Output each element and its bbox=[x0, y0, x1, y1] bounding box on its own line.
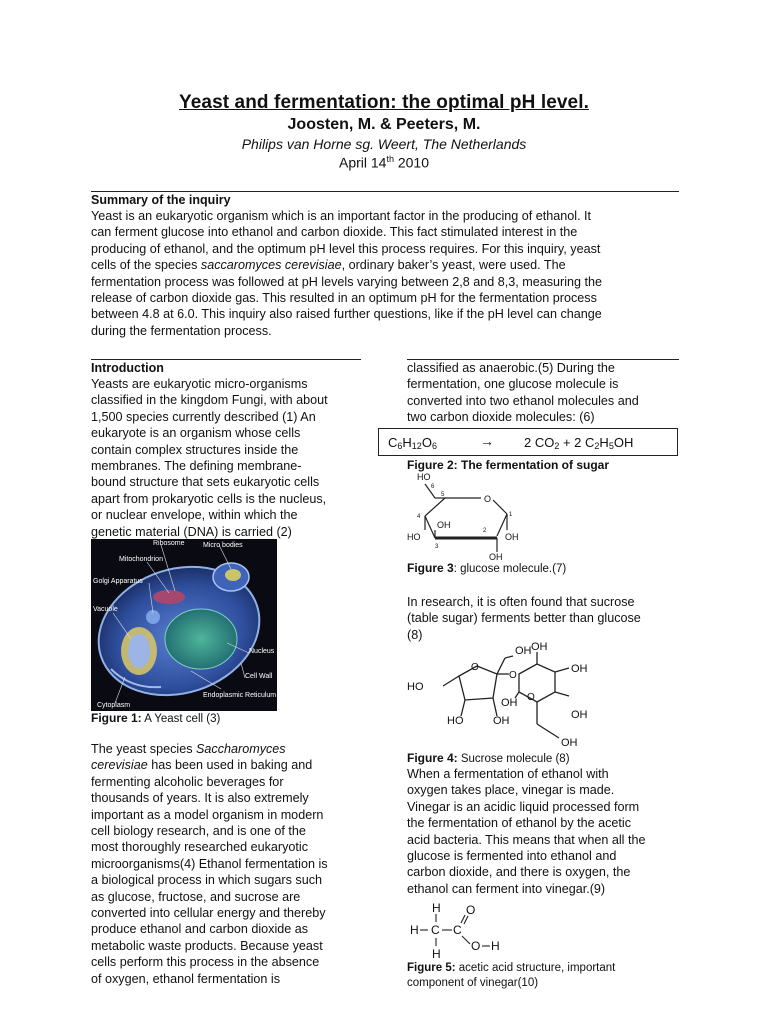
summary-line: can ferment glucose into ethanol and carbon dioxide. This fact stimulated interest in the bbox=[91, 225, 578, 240]
sucrose-label: OH bbox=[501, 697, 518, 709]
sucrose-label: HO bbox=[407, 681, 424, 693]
species-line: fermenting alcoholic beverages for bbox=[91, 774, 284, 789]
species-genus: Saccharomyces bbox=[196, 742, 286, 756]
figure5-caption-line bbox=[407, 961, 615, 976]
intro-line: 1,500 species currently described (1) An bbox=[91, 409, 316, 424]
species-line: important as a model organism in modern bbox=[91, 807, 324, 822]
yeast-species-paragraph bbox=[91, 741, 328, 987]
equation-reactant bbox=[388, 435, 437, 451]
acetic-acid-structure bbox=[408, 900, 508, 960]
sucrose-label: O bbox=[509, 670, 517, 681]
fermentation-line: fermentation, one glucose molecule is bbox=[407, 377, 619, 392]
intro-line: bound structure that sets eukaryotic cells bbox=[91, 475, 320, 490]
fermentation-paragraph bbox=[407, 360, 639, 426]
vinegar-line: acid bacteria. This means that when all the bbox=[407, 832, 646, 847]
eq-subscript: 12 bbox=[411, 441, 422, 451]
acetic-label: H bbox=[432, 947, 441, 960]
vinegar-line: carbon dioxide, and there is oxygen, the bbox=[407, 865, 631, 880]
eq-part: O bbox=[421, 435, 432, 450]
species-line: microorganisms(4) Ethanol fermentation is bbox=[91, 856, 328, 871]
species-name: saccaromyces cerevisiae bbox=[200, 258, 342, 273]
acetic-label: O bbox=[471, 939, 481, 953]
glucose-label: 4 bbox=[417, 514, 421, 520]
sucrose-line: (table sugar) ferments better than glucose bbox=[407, 611, 641, 626]
sucrose-label: OH bbox=[493, 715, 510, 727]
fermentation-equation-box bbox=[378, 428, 678, 456]
yeast-cell-illustration bbox=[91, 539, 277, 711]
vinegar-line: When a fermentation of ethanol with bbox=[407, 767, 609, 781]
summary-line bbox=[91, 257, 602, 273]
sucrose-label: OH bbox=[571, 709, 588, 721]
intro-line: contain complex structures inside the bbox=[91, 442, 299, 457]
sucrose-line: (8) bbox=[407, 627, 423, 642]
figure4-caption-label: Figure 4: bbox=[407, 751, 458, 765]
vinegar-line: the fermentation of ethanol by the acetic bbox=[407, 816, 632, 831]
species-line: produce ethanol and carbon dioxide as bbox=[91, 922, 309, 937]
acetic-label: H bbox=[410, 923, 419, 937]
authors: Joosten, M. & Peeters, M. bbox=[287, 116, 481, 133]
species-line: a biological process in which sugars such bbox=[91, 873, 323, 888]
eq-subscript: 5 bbox=[608, 441, 614, 451]
introduction-paragraph bbox=[91, 376, 328, 540]
figure5-caption-label: Figure 5: bbox=[407, 962, 456, 974]
intro-line: eukaryote is an organism whose cells bbox=[91, 426, 301, 441]
label-micro-bodies: Micro bodies bbox=[203, 542, 243, 549]
species-fragment: The yeast species bbox=[91, 742, 196, 756]
species-line: metabolic waste products. Because yeast bbox=[91, 938, 323, 953]
glucose-label: HO bbox=[417, 472, 431, 482]
sucrose-structure bbox=[405, 640, 605, 750]
glucose-label: 3 bbox=[435, 544, 439, 550]
eq-part: H bbox=[402, 435, 412, 450]
glucose-label: 6 bbox=[431, 484, 435, 490]
sucrose-label: OH bbox=[561, 737, 578, 749]
eq-subscript: 2 bbox=[554, 441, 560, 451]
intro-line: Yeasts are eukaryotic micro-organisms bbox=[91, 377, 308, 391]
summary-line: Yeast is an eukaryotic organism which is an important factor in the producing of ethanol. It bbox=[91, 209, 592, 223]
species-epithet: cerevisiae bbox=[91, 758, 148, 773]
label-ribosome: Ribosome bbox=[153, 540, 185, 547]
label-nucleus: Nucleus bbox=[249, 648, 275, 655]
summary-rule bbox=[91, 191, 679, 192]
sucrose-label: O bbox=[527, 692, 535, 703]
acetic-label: H bbox=[432, 901, 441, 915]
equation-products bbox=[524, 435, 633, 451]
acetic-label: O bbox=[466, 903, 476, 917]
sucrose-label: HO bbox=[447, 715, 464, 727]
eq-subscript: 6 bbox=[397, 441, 403, 451]
summary-line: during the fermentation process. bbox=[91, 323, 272, 338]
summary-line: release of carbon dioxide gas. This resulted in an optimum pH for the fermentation process bbox=[91, 291, 597, 306]
intro-line: genetic material (DNA) is carried (2) bbox=[91, 524, 292, 539]
eq-subscript: 2 bbox=[594, 441, 600, 451]
species-line: thousands of years. It is also extremely bbox=[91, 791, 309, 806]
acetic-label: C bbox=[431, 923, 440, 937]
glucose-label: HO bbox=[407, 532, 421, 542]
species-line: of oxygen, ethanol fermentation is bbox=[91, 971, 281, 986]
sucrose-paragraph bbox=[407, 594, 641, 643]
sucrose-label: OH bbox=[571, 663, 588, 675]
vinegar-line: glucose is fermented into ethanol and bbox=[407, 849, 617, 864]
vinegar-line: Vinegar is an acidic liquid processed form bbox=[407, 799, 640, 814]
vinegar-paragraph bbox=[407, 766, 645, 897]
vinegar-line: ethanol can ferment into vinegar.(9) bbox=[407, 881, 606, 896]
species-line: cells perform this process in the absence bbox=[91, 955, 320, 970]
sucrose-line: In research, it is often found that sucrose bbox=[407, 595, 635, 609]
eq-part: C bbox=[388, 435, 398, 450]
species-line bbox=[91, 757, 328, 773]
figure1-caption bbox=[91, 711, 220, 725]
date-year: 2010 bbox=[393, 154, 430, 171]
acetic-label: H bbox=[491, 939, 500, 953]
species-fragment: has been used in baking and bbox=[147, 758, 313, 773]
affiliation: Philips van Horne sg. Weert, The Netherlands bbox=[241, 136, 527, 152]
figure1-caption-label: Figure 1: bbox=[91, 711, 142, 725]
figure3-caption-text: : glucose molecule.(7) bbox=[453, 563, 567, 575]
label-cytoplasm: Cytoplasm bbox=[97, 702, 131, 709]
label-cell-wall: Cell Wall bbox=[245, 673, 273, 680]
figure5-caption-text: acetic acid structure, important bbox=[455, 962, 616, 974]
figure4-caption-text: Sucrose molecule (8) bbox=[457, 753, 570, 765]
figure3-caption bbox=[407, 561, 566, 575]
glucose-label: O bbox=[484, 494, 492, 504]
summary-line: producing of ethanol, and the optimum pH level this process requires. For this inquiry, yeast bbox=[91, 241, 601, 256]
intro-line: or nuclear envelope, within which the bbox=[91, 508, 298, 523]
species-line bbox=[91, 741, 328, 757]
label-mitochondrion: Mitochondrion bbox=[119, 556, 163, 563]
reaction-arrow-icon: → bbox=[480, 433, 494, 449]
acetic-label: C bbox=[453, 923, 462, 937]
eq-part: OH bbox=[613, 435, 634, 450]
eq-subscript: 6 bbox=[431, 441, 437, 451]
nucleus-shape bbox=[165, 609, 237, 669]
left-column-rule bbox=[91, 359, 361, 360]
intro-line: classified in the kingdom Fungi, with about bbox=[91, 393, 328, 408]
figure5-caption-line: component of vinegar(10) bbox=[407, 977, 539, 989]
figure2-caption: Figure 2: The fermentation of sugar bbox=[407, 458, 610, 472]
fermentation-line: converted into two ethanol molecules and bbox=[407, 393, 639, 408]
label-vacuole: Vacuole bbox=[93, 606, 118, 613]
fermentation-line: two carbon dioxide molecules: (6) bbox=[407, 410, 595, 425]
species-line: cell biology research, and is one of the bbox=[91, 824, 306, 839]
figure5-caption bbox=[407, 961, 615, 991]
sucrose-label: OH bbox=[515, 645, 532, 657]
intro-line: membranes. The defining membrane- bbox=[91, 459, 302, 474]
document-title: Yeast and fermentation: the optimal pH level. bbox=[179, 92, 589, 113]
summary-heading: Summary of the inquiry bbox=[91, 193, 231, 207]
date-superscript: th bbox=[386, 154, 394, 164]
summary-fragment: cells of the species bbox=[91, 258, 201, 273]
summary-fragment: , ordinary baker’s yeast, were used. The bbox=[341, 258, 566, 273]
sucrose-label: O bbox=[471, 662, 479, 673]
glucose-label: 2 bbox=[483, 528, 487, 534]
glucose-structure bbox=[405, 472, 535, 562]
label-golgi: Golgi Apparatus bbox=[93, 578, 143, 585]
glucose-label: OH bbox=[505, 532, 519, 542]
date-prefix: April 14 bbox=[338, 154, 387, 171]
summary-line: fermentation process was followed at pH levels varying between 2,8 and 8,3, measuring the bbox=[91, 274, 603, 289]
figure1-caption-text: A Yeast cell (3) bbox=[141, 713, 221, 725]
species-line: converted into cellular energy and thereby bbox=[91, 906, 326, 921]
species-line: as glucose, fructose, and sucrose are bbox=[91, 889, 301, 904]
eq-part: H bbox=[599, 435, 609, 450]
micro-body-shape bbox=[225, 569, 241, 581]
summary-paragraph bbox=[91, 208, 602, 339]
summary-line: between 4.8 at 6.0. This inquiry also raised further questions, like if the pH level can change bbox=[91, 307, 602, 322]
figure4-caption bbox=[407, 751, 570, 765]
sucrose-label: OH bbox=[531, 641, 548, 653]
glucose-label: OH bbox=[489, 552, 503, 562]
date bbox=[0, 154, 768, 171]
glucose-label: 5 bbox=[441, 492, 445, 498]
intro-line: apart from prokaryotic cells is the nucleus, bbox=[91, 491, 327, 506]
species-line: most thoroughly researched eukaryotic bbox=[91, 840, 309, 855]
glucose-label: OH bbox=[437, 520, 451, 530]
introduction-heading: Introduction bbox=[91, 361, 164, 375]
vinegar-line: oxygen takes place, vinegar is made. bbox=[407, 783, 615, 798]
figure3-caption-label: Figure 3 bbox=[407, 561, 454, 575]
label-er: Endoplasmic Reticulum bbox=[203, 692, 277, 699]
eq-part: 2 CO bbox=[524, 435, 555, 450]
vacuole-inner-shape bbox=[128, 634, 150, 668]
mitochondrion-shape bbox=[153, 590, 185, 604]
glucose-label: 1 bbox=[509, 512, 513, 518]
fermentation-line: classified as anaerobic.(5) During the bbox=[407, 361, 615, 375]
eq-part: + 2 C bbox=[559, 435, 595, 450]
